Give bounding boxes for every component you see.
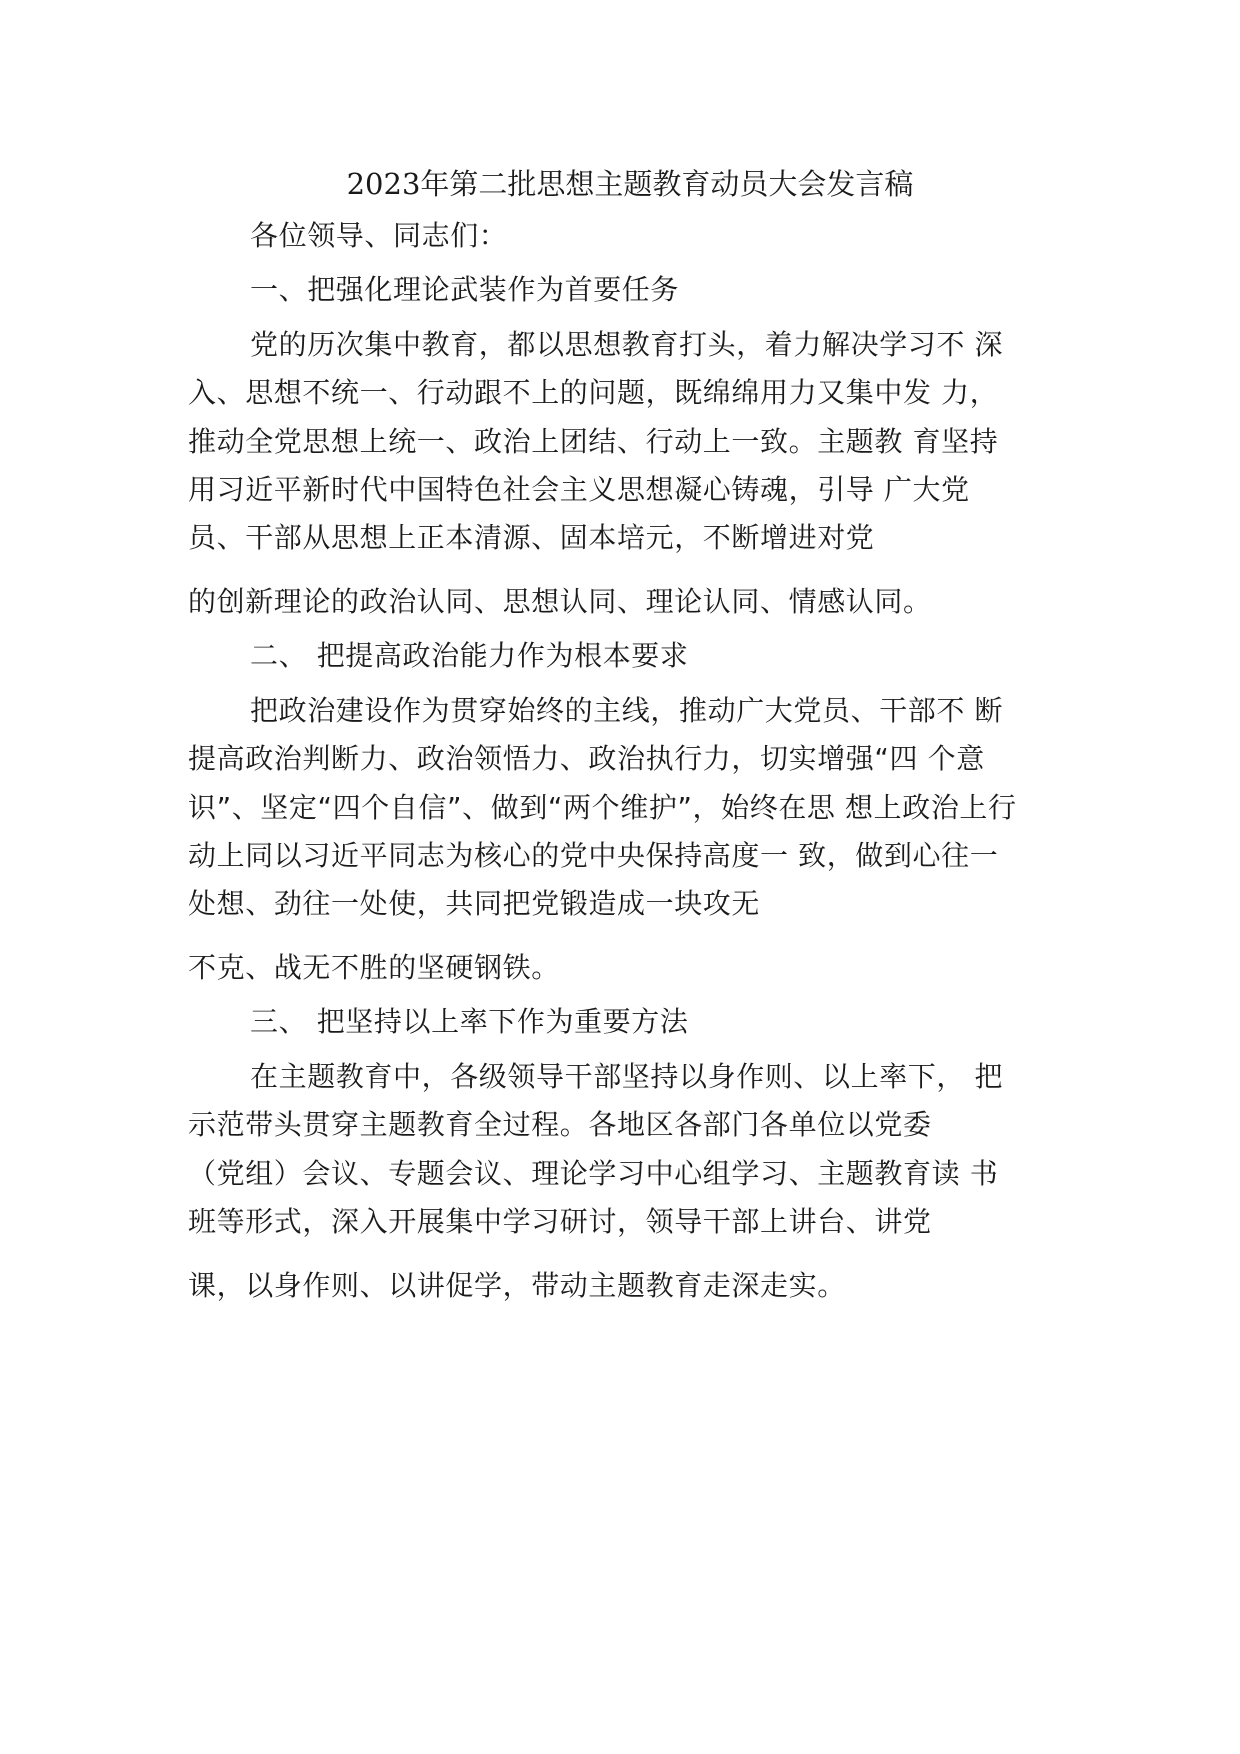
paragraph-2-line-4: 动上同以习近平同志为核心的党中央保持高度一 致，做到心往一 [188, 839, 999, 872]
paragraph-3-line-5: 课，以身作则、以讲促学，带动主题教育走深走实。 [188, 1269, 846, 1302]
section-heading-1: 一、把强化理论武装作为首要任务 [250, 273, 680, 306]
paragraph-2-line-2: 提高政治判断力、政治领悟力、政治执行力，切实增强“四 个意 [188, 742, 985, 775]
paragraph-3-line-1: 在主题教育中，各级领导干部坚持以身作则、以上率下， 把 [250, 1060, 1004, 1093]
paragraph-3-line-4: 班等形式，深入开展集中学习研讨，领导干部上讲台、讲党 [188, 1205, 932, 1238]
paragraph-3-line-2: 示范带头贯穿主题教育全过程。各地区各部门各单位以党委 [188, 1108, 932, 1141]
paragraph-1-line-2: 入、思想不统一、行动跟不上的问题，既绵绵用力又集中发 力， [188, 376, 999, 409]
paragraph-2-line-3: 识”、坚定“四个自信”、做到“两个维护”，始终在思 想上政治上行 [188, 791, 1017, 824]
paragraph-1-line-5: 员、干部从思想上正本清源、固本培元，不断增进对党 [188, 521, 875, 554]
section-heading-2: 二、 把提高政治能力作为根本要求 [250, 639, 689, 672]
paragraph-2-line-5: 处想、劲往一处使，共同把党锻造成一块攻无 [188, 887, 761, 920]
section-heading-3: 三、 把坚持以上率下作为重要方法 [250, 1005, 689, 1038]
paragraph-1-line-4: 用习近平新时代中国特色社会主义思想凝心铸魂，引导 广大党 [188, 473, 970, 506]
paragraph-3-line-3: （党组）会议、专题会议、理论学习中心组学习、主题教育读 书 [188, 1157, 999, 1190]
document-title: 2023年第二批思想主题教育动员大会发言稿 [346, 167, 914, 201]
paragraph-2-line-6: 不克、战无不胜的坚硬钢铁。 [188, 951, 560, 984]
paragraph-2-line-1: 把政治建设作为贯穿始终的主线，推动广大党员、干部不 断 [250, 694, 1004, 727]
paragraph-1-line-6: 的创新理论的政治认同、思想认同、理论认同、情感认同。 [188, 585, 932, 618]
salutation: 各位领导、同志们： [250, 219, 508, 252]
paragraph-1-line-1: 党的历次集中教育，都以思想教育打头，着力解决学习不 深 [250, 328, 1004, 361]
paragraph-1-line-3: 推动全党思想上统一、政治上团结、行动上一致。主题教 育坚持 [188, 425, 999, 458]
